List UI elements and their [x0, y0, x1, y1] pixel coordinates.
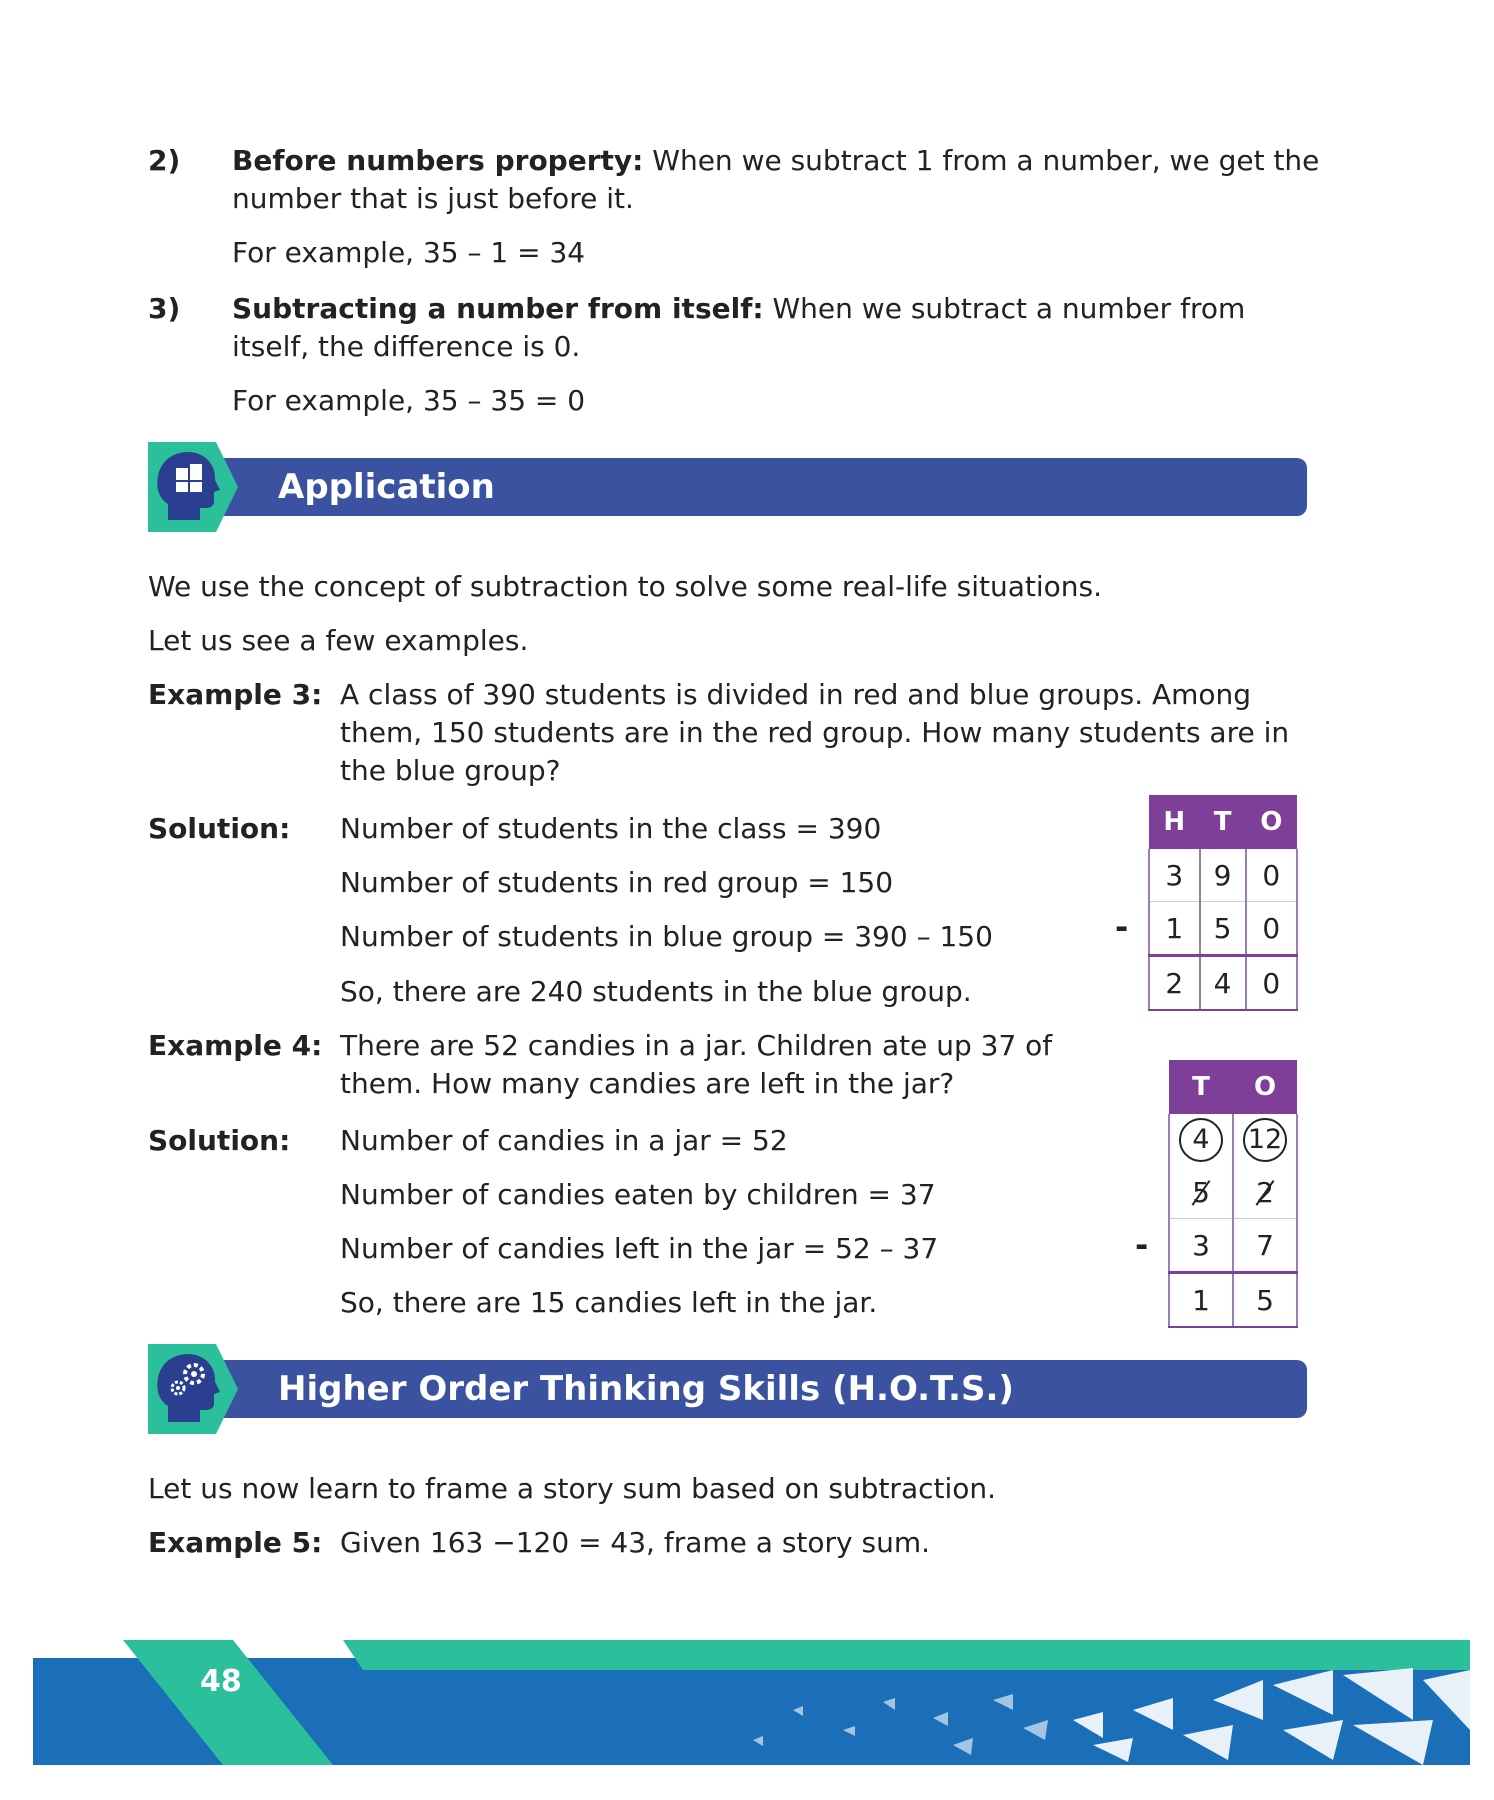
regroup-digit: 12 [1243, 1118, 1287, 1162]
hots-intro: Let us now learn to frame a story sum based on subtraction. [148, 1472, 997, 1505]
result-cell: 4 [1200, 956, 1246, 1011]
digit-cell: 7 [1233, 1219, 1297, 1273]
example-question: There are 52 candies in a jar. Children ate up 37 of them. How many candies are left in the jar? [340, 1029, 1053, 1100]
result-cell: 0 [1246, 956, 1297, 1011]
minus-sign: - [1135, 1226, 1149, 1264]
digit-cell: 3 [1169, 1219, 1233, 1273]
digit-cell [1169, 1166, 1233, 1219]
column-header: T [1200, 795, 1246, 849]
banner-title: Application [278, 467, 495, 507]
property-text [232, 290, 1322, 366]
digit-cell: 9 [1200, 849, 1246, 902]
property-description: When we subtract 1 from a number, we get the number that is just before it. [232, 144, 1320, 215]
property-example: For example, 35 – 35 = 0 [232, 384, 586, 417]
place-value-table [1148, 795, 1298, 1011]
digit-cell: 1 [1149, 902, 1200, 956]
minus-sign: - [1115, 908, 1129, 946]
page-number: 48 [200, 1664, 242, 1699]
property-example: For example, 35 – 1 = 34 [232, 236, 586, 269]
gears-head-icon [148, 1344, 238, 1434]
banner-title: Higher Order Thinking Skills (H.O.T.S.) [278, 1369, 1014, 1409]
solution-label: Solution: [148, 812, 291, 845]
column-header: O [1233, 1060, 1297, 1114]
solution-step: Number of students in the class = 390 [340, 812, 882, 845]
example-question: Given 163 −120 = 43, frame a story sum. [340, 1526, 931, 1559]
application-intro: We use the concept of subtraction to solve some real-life situations. [148, 570, 1103, 603]
example-question: A class of 390 students is divided in red and blue groups. Among them, 150 students are in the red group. How many students are in the blue group? [340, 678, 1290, 787]
solution-step: Number of students in blue group = 390 – 150 [340, 920, 993, 953]
property-title: Before numbers property: [232, 144, 644, 177]
struck-digit: 2 [1256, 1175, 1274, 1209]
digit-cell [1233, 1166, 1297, 1219]
regroup-digit: 4 [1179, 1118, 1223, 1162]
property-number: 3) [148, 292, 181, 325]
digit-cell: 0 [1246, 902, 1297, 956]
solution-step: Number of candies left in the jar = 52 – 37 [340, 1232, 939, 1265]
regroup-cell [1233, 1114, 1297, 1166]
example-label: Example 3: [148, 678, 323, 711]
property-text [232, 142, 1322, 218]
result-cell: 2 [1149, 956, 1200, 1011]
column-header: H [1149, 795, 1200, 849]
digit-cell: 5 [1200, 902, 1246, 956]
example-label: Example 4: [148, 1029, 323, 1062]
solution-label: Solution: [148, 1124, 291, 1157]
solution-step: Number of candies eaten by children = 37 [340, 1178, 936, 1211]
application-intro-2: Let us see a few examples. [148, 624, 529, 657]
puzzle-head-icon [148, 442, 238, 532]
place-value-table [1168, 1060, 1298, 1328]
column-header: O [1246, 795, 1297, 849]
result-cell: 1 [1169, 1273, 1233, 1328]
column-header: T [1169, 1060, 1233, 1114]
property-title: Subtracting a number from itself: [232, 292, 764, 325]
solution-step: So, there are 240 students in the blue group. [340, 975, 972, 1008]
solution-step: Number of students in red group = 150 [340, 866, 894, 899]
example-label: Example 5: [148, 1526, 323, 1559]
solution-step: Number of candies in a jar = 52 [340, 1124, 788, 1157]
footer-band [33, 1640, 1470, 1765]
result-cell: 5 [1233, 1273, 1297, 1328]
regroup-cell [1169, 1114, 1233, 1166]
struck-digit: 5 [1192, 1175, 1210, 1209]
digit-cell: 3 [1149, 849, 1200, 902]
solution-step: So, there are 15 candies left in the jar. [340, 1286, 878, 1319]
property-description: When we subtract a number from itself, the difference is 0. [232, 292, 1246, 363]
property-number: 2) [148, 144, 181, 177]
digit-cell: 0 [1246, 849, 1297, 902]
